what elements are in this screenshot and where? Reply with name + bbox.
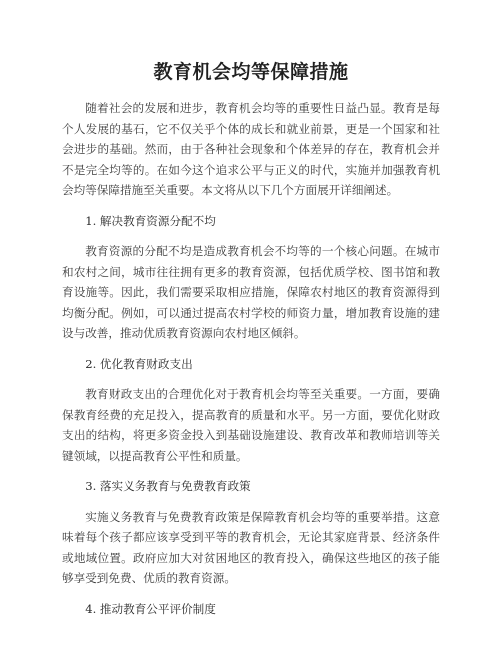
section-body-3: 实施义务教育与免费教育政策是保障教育机会均等的重要举措。这意味着每个孩子都应该享受到平等的教育机会，无论其家庭背景、经济条件或地域位置。政府应加大对贫困地区的教育投入，确保这些地区的孩子能够享受到免费、优质的教育资源。 [62, 509, 440, 585]
section-heading-2: 2. 优化教育财政支出 [85, 356, 193, 371]
section-body-1: 教育资源的分配不均是造成教育机会不均等的一个核心问题。在城市和农村之间，城市往往拥有更多的教育资源，包括优质学校、图书馆和教育设施等。因此，我们需要采取相应措施，保障农村地区的教育资源得到均衡分配。例如，可以通过提高农村学校的师资力量，增加教育设施的建设与改善，推动优质教育资源向农村地区倾斜。 [62, 244, 440, 340]
section-heading-1: 1. 解决教育资源分配不均 [85, 213, 216, 228]
section-heading-3: 3. 落实义务教育与免费教育政策 [85, 479, 251, 493]
section-heading-4: 4. 推动教育公平评价制度 [85, 601, 216, 616]
section-body-2: 教育财政支出的合理优化对于教育机会均等至关重要。一方面，要确保教育经费的充足投入，提高教育的质量和水平。另一方面，要优化财政支出的结构，将更多资金投入到基础设施建设、教育改革和教师培训等关键领域，以提高教育公平性和质量。 [62, 387, 440, 463]
document-title: 教育机会均等保障措施 [153, 61, 349, 83]
intro-paragraph: 随着社会的发展和进步，教育机会均等的重要性日益凸显。教育是每个人发展的基石，它不仅关乎个体的成长和就业前景，更是一个国家和社会进步的基础。然而，由于各种社会现象和个体差异的存在，教育机会并不是完全均等的。在如今这个追求公平与正义的时代，实施并加强教育机会均等保障措施至关重要。本文将从以下几个方面展开详细阐述。 [62, 101, 440, 197]
